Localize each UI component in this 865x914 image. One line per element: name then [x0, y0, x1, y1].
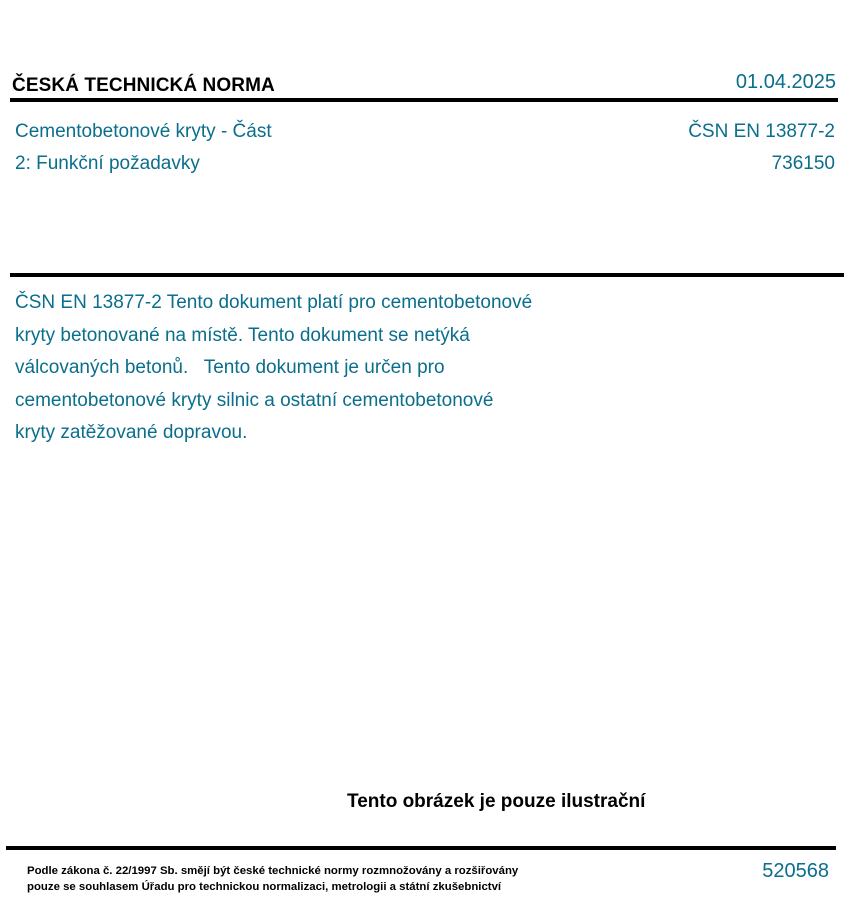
document-title-line: 2: Funkční požadavky: [15, 153, 200, 174]
abstract-line: ČSN EN 13877-2 Tento dokument platí pro cementobetonové: [15, 292, 533, 313]
header-divider: [10, 98, 838, 102]
issue-date: 01.04.2025: [735, 71, 836, 93]
legal-notice: [27, 863, 518, 895]
section-divider: [10, 273, 844, 277]
order-number: 520568: [762, 860, 829, 882]
document-title: [15, 116, 345, 180]
document-title-line: Cementobetonové kryty - Část: [15, 121, 272, 142]
norm-label: ČESKÁ TECHNICKÁ NORMA: [12, 75, 275, 96]
abstract-line: kryty zatěžované dopravou.: [15, 422, 248, 443]
legal-notice-line: Podle zákona č. 22/1997 Sb. smějí být české technické normy rozmnožovány a rozšiřovány: [27, 865, 519, 877]
abstract-line: válcovaných betonů. Tento dokument je určen pro: [15, 357, 445, 378]
standard-number: ČSN EN 13877-2: [688, 121, 835, 142]
illustration-note: Tento obrázek je pouze ilustrační: [347, 791, 646, 812]
legal-notice-line: pouze se souhlasem Úřadu pro technickou normalizaci, metrologii a státní zkušebnictví: [27, 881, 502, 893]
abstract-line: kryty betonované na místě. Tento dokument se netýká: [15, 324, 470, 346]
class-number: 736150: [771, 153, 835, 174]
abstract-text: [15, 287, 610, 450]
abstract-line: cementobetonové kryty silnic a ostatní cementobetonové: [15, 389, 494, 411]
document-identifiers: [688, 116, 835, 180]
footer-divider: [6, 846, 836, 850]
